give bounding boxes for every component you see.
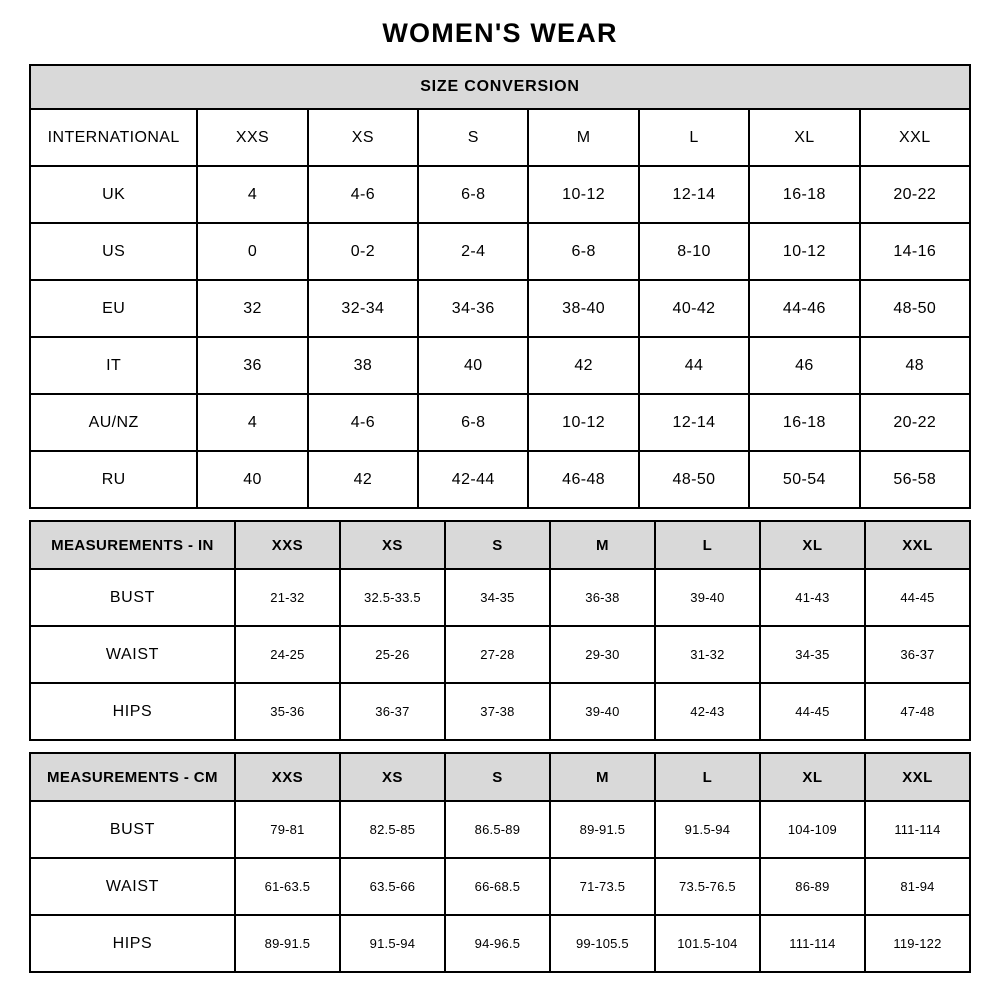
column-header: XXL <box>865 521 970 569</box>
table-row <box>30 683 970 740</box>
table-row <box>30 166 970 223</box>
value-cell: 6-8 <box>528 223 638 280</box>
column-header: XL <box>760 521 865 569</box>
value-cell: 12-14 <box>639 394 749 451</box>
row-label: EU <box>30 280 197 337</box>
value-cell: 119-122 <box>865 915 970 972</box>
value-cell: 16-18 <box>749 166 859 223</box>
value-cell: 4-6 <box>308 166 418 223</box>
column-header: XXL <box>865 753 970 801</box>
value-cell: 44-45 <box>865 569 970 626</box>
value-cell: 8-10 <box>639 223 749 280</box>
value-cell: 89-91.5 <box>235 915 340 972</box>
value-cell: 20-22 <box>860 394 970 451</box>
value-cell: 46-48 <box>528 451 638 508</box>
table-row <box>30 915 970 972</box>
row-label: IT <box>30 337 197 394</box>
value-cell: 4-6 <box>308 394 418 451</box>
column-header: S <box>445 521 550 569</box>
value-cell: 0-2 <box>308 223 418 280</box>
value-cell: 4 <box>197 166 307 223</box>
column-header: XXS <box>235 753 340 801</box>
table-row <box>30 626 970 683</box>
value-cell: 79-81 <box>235 801 340 858</box>
column-header: M <box>550 521 655 569</box>
table-row <box>30 280 970 337</box>
value-cell: 56-58 <box>860 451 970 508</box>
value-cell: 101.5-104 <box>655 915 760 972</box>
row-label: WAIST <box>30 626 235 683</box>
value-cell: 66-68.5 <box>445 858 550 915</box>
column-header: M <box>528 109 638 166</box>
column-header: XXS <box>197 109 307 166</box>
value-cell: 42-44 <box>418 451 528 508</box>
table-row <box>30 801 970 858</box>
value-cell: 40-42 <box>639 280 749 337</box>
value-cell: 36-37 <box>340 683 445 740</box>
value-cell: 61-63.5 <box>235 858 340 915</box>
table-row <box>30 394 970 451</box>
column-header: L <box>655 753 760 801</box>
value-cell: 94-96.5 <box>445 915 550 972</box>
value-cell: 42-43 <box>655 683 760 740</box>
measurements-in-table <box>29 520 971 741</box>
value-cell: 91.5-94 <box>655 801 760 858</box>
value-cell: 71-73.5 <box>550 858 655 915</box>
value-cell: 14-16 <box>860 223 970 280</box>
value-cell: 36 <box>197 337 307 394</box>
value-cell: 36-38 <box>550 569 655 626</box>
value-cell: 38-40 <box>528 280 638 337</box>
row-label: HIPS <box>30 683 235 740</box>
value-cell: 6-8 <box>418 394 528 451</box>
value-cell: 4 <box>197 394 307 451</box>
value-cell: 44 <box>639 337 749 394</box>
column-header: XS <box>308 109 418 166</box>
value-cell: 21-32 <box>235 569 340 626</box>
value-cell: 47-48 <box>865 683 970 740</box>
row-label: AU/NZ <box>30 394 197 451</box>
value-cell: 16-18 <box>749 394 859 451</box>
value-cell: 40 <box>197 451 307 508</box>
table-row <box>30 223 970 280</box>
table-row <box>30 451 970 508</box>
value-cell: 42 <box>528 337 638 394</box>
value-cell: 34-36 <box>418 280 528 337</box>
row-label: WAIST <box>30 858 235 915</box>
value-cell: 82.5-85 <box>340 801 445 858</box>
header-row <box>30 521 970 569</box>
row-label: UK <box>30 166 197 223</box>
value-cell: 29-30 <box>550 626 655 683</box>
value-cell: 10-12 <box>528 166 638 223</box>
table-row <box>30 337 970 394</box>
column-header: XL <box>760 753 865 801</box>
value-cell: 63.5-66 <box>340 858 445 915</box>
value-cell: 40 <box>418 337 528 394</box>
row-label: US <box>30 223 197 280</box>
table-title-cell: MEASUREMENTS - IN <box>30 521 235 569</box>
value-cell: 81-94 <box>865 858 970 915</box>
value-cell: 20-22 <box>860 166 970 223</box>
row-label: BUST <box>30 801 235 858</box>
value-cell: 25-26 <box>340 626 445 683</box>
table-banner-row <box>30 65 970 109</box>
value-cell: 44-46 <box>749 280 859 337</box>
column-header: XL <box>749 109 859 166</box>
value-cell: 37-38 <box>445 683 550 740</box>
row-label: RU <box>30 451 197 508</box>
column-header: XS <box>340 521 445 569</box>
value-cell: 32-34 <box>308 280 418 337</box>
table-row <box>30 858 970 915</box>
value-cell: 41-43 <box>760 569 865 626</box>
value-cell: 48-50 <box>639 451 749 508</box>
value-cell: 34-35 <box>760 626 865 683</box>
value-cell: 24-25 <box>235 626 340 683</box>
column-header: S <box>418 109 528 166</box>
value-cell: 39-40 <box>550 683 655 740</box>
value-cell: 44-45 <box>760 683 865 740</box>
column-header: L <box>655 521 760 569</box>
value-cell: 32.5-33.5 <box>340 569 445 626</box>
value-cell: 104-109 <box>760 801 865 858</box>
header-row <box>30 753 970 801</box>
value-cell: 99-105.5 <box>550 915 655 972</box>
value-cell: 86.5-89 <box>445 801 550 858</box>
value-cell: 6-8 <box>418 166 528 223</box>
value-cell: 35-36 <box>235 683 340 740</box>
column-header: XXS <box>235 521 340 569</box>
value-cell: 48-50 <box>860 280 970 337</box>
column-header: L <box>639 109 749 166</box>
column-header: XS <box>340 753 445 801</box>
column-header: M <box>550 753 655 801</box>
value-cell: 89-91.5 <box>550 801 655 858</box>
value-cell: 46 <box>749 337 859 394</box>
value-cell: 73.5-76.5 <box>655 858 760 915</box>
value-cell: 42 <box>308 451 418 508</box>
value-cell: 27-28 <box>445 626 550 683</box>
value-cell: 111-114 <box>760 915 865 972</box>
value-cell: 39-40 <box>655 569 760 626</box>
size-conversion-table <box>29 64 971 509</box>
column-header: S <box>445 753 550 801</box>
header-row <box>30 109 970 166</box>
table-title-cell: MEASUREMENTS - CM <box>30 753 235 801</box>
value-cell: 10-12 <box>749 223 859 280</box>
measurements-cm-table <box>29 752 971 973</box>
value-cell: 0 <box>197 223 307 280</box>
row-label: BUST <box>30 569 235 626</box>
value-cell: 31-32 <box>655 626 760 683</box>
value-cell: 10-12 <box>528 394 638 451</box>
table-banner: SIZE CONVERSION <box>30 65 970 109</box>
value-cell: 38 <box>308 337 418 394</box>
page-title: WOMEN'S WEAR <box>382 18 618 48</box>
value-cell: 32 <box>197 280 307 337</box>
value-cell: 36-37 <box>865 626 970 683</box>
column-header: XXL <box>860 109 970 166</box>
value-cell: 50-54 <box>749 451 859 508</box>
value-cell: 34-35 <box>445 569 550 626</box>
value-cell: 2-4 <box>418 223 528 280</box>
row-label: HIPS <box>30 915 235 972</box>
value-cell: 12-14 <box>639 166 749 223</box>
table-row <box>30 569 970 626</box>
table-title-cell: INTERNATIONAL <box>30 109 197 166</box>
value-cell: 48 <box>860 337 970 394</box>
value-cell: 111-114 <box>865 801 970 858</box>
value-cell: 91.5-94 <box>340 915 445 972</box>
value-cell: 86-89 <box>760 858 865 915</box>
